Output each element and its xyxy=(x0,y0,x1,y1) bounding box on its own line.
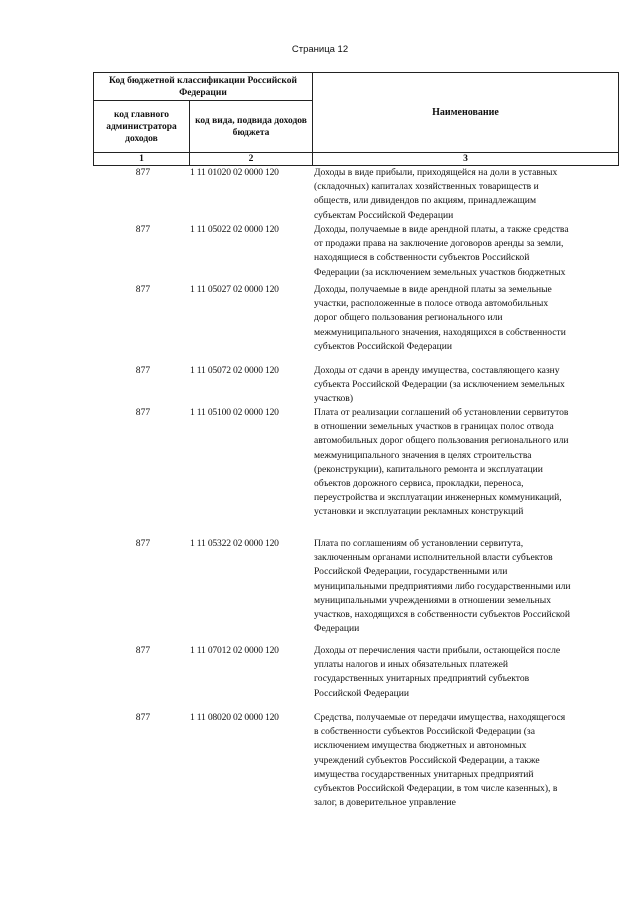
column-number-1: 1 xyxy=(93,152,190,166)
revenue-name-cell: Доходы, получаемые в виде арендной платы, а также средства от продажи права на заключение договоров аренды за земли, находящиеся в собственности субъектов Российской Федерации (за исключением земельных участков бюджетных xyxy=(314,224,569,278)
revenue-code-cell: 1 11 05072 02 0000 120 xyxy=(190,365,279,376)
revenue-code-cell: 1 11 05027 02 0000 120 xyxy=(190,284,279,295)
admin-code-cell: 877 xyxy=(135,167,151,178)
revenue-name-cell: Доходы от сдачи в аренду имущества, составляющего казну субъекта Российской Федерации (за исключением земельных участков) xyxy=(314,365,565,405)
admin-code-column-header: код главного администратора доходов xyxy=(93,100,190,153)
revenue-code-cell: 1 11 05022 02 0000 120 xyxy=(190,224,279,235)
revenue-code-cell: 1 11 01020 02 0000 120 xyxy=(190,167,279,178)
admin-code-cell: 877 xyxy=(135,712,151,723)
revenue-name-cell: Средства, получаемые от передачи имущества, находящегося в собственности субъектов Российской Федерации (за исключением имущества бюджетных и автономных учреждений субъектов Российской Федерации, а также имущества государственных унитарных предприятий субъектов Российской Федерации, в том числе казенных), в залог, в доверительное управление xyxy=(314,712,566,809)
page-number-label: Страница 12 xyxy=(291,44,349,55)
admin-code-cell: 877 xyxy=(135,284,151,295)
revenue-name-cell: Плата от реализации соглашений об установлении сервитутов в отношении земельных участков в границах полос отвода автомобильных дорог общего пользования регионального или межмуниципального значения в целях строительства (реконструкции), капитального ремонта и эксплуатации объектов дорожного сервиса, прокладки, переноса, переустройства и эксплуатации инженерных коммуникаций, установки и эксплуатации рекламных конструкций xyxy=(314,407,569,518)
admin-code-cell: 877 xyxy=(135,365,151,376)
revenue-name-cell: Доходы в виде прибыли, приходящейся на доли в уставных (складочных) капиталах хозяйственных товариществ и обществ, или дивидендов по акциям, принадлежащим субъектам Российской Федерации xyxy=(314,167,558,221)
revenue-name-cell: Плата по соглашениям об установлении сервитута, заключенным органами исполнительной власти субъектов Российской Федерации, государственными или муниципальными предприятиями либо государственными или муниципальными учреждениями в отношении земельных участков, находящихся в собственности субъектов Российской Федерации xyxy=(314,538,571,635)
revenue-name-cell: Доходы, получаемые в виде арендной платы за земельные участки, расположенные в полосе отвода автомобильных дорог общего пользования регионального или межмуниципального значения, находящихся в собственности субъектов Российской Федерации xyxy=(314,284,566,352)
admin-code-cell: 877 xyxy=(135,407,151,418)
admin-code-cell: 877 xyxy=(135,645,151,656)
revenue-code-cell: 1 11 07012 02 0000 120 xyxy=(190,645,279,656)
admin-code-cell: 877 xyxy=(135,538,151,549)
revenue-code-column-header: код вида, подвида доходов бюджета xyxy=(189,100,313,153)
revenue-code-cell: 1 11 05322 02 0000 120 xyxy=(190,538,279,549)
revenue-code-cell: 1 11 05100 02 0000 120 xyxy=(190,407,279,418)
budget-classification-group-header: Код бюджетной классификации Российской Федерации xyxy=(93,72,313,101)
column-number-3: 3 xyxy=(312,152,619,166)
revenue-name-cell: Доходы от перечисления части прибыли, остающейся после уплаты налогов и иных обязательных платежей государственных унитарных предприятий субъектов Российской Федерации xyxy=(314,645,561,699)
admin-code-cell: 877 xyxy=(135,224,151,235)
name-column-header: Наименование xyxy=(312,72,619,153)
column-number-2: 2 xyxy=(189,152,313,166)
revenue-code-cell: 1 11 08020 02 0000 120 xyxy=(190,712,279,723)
